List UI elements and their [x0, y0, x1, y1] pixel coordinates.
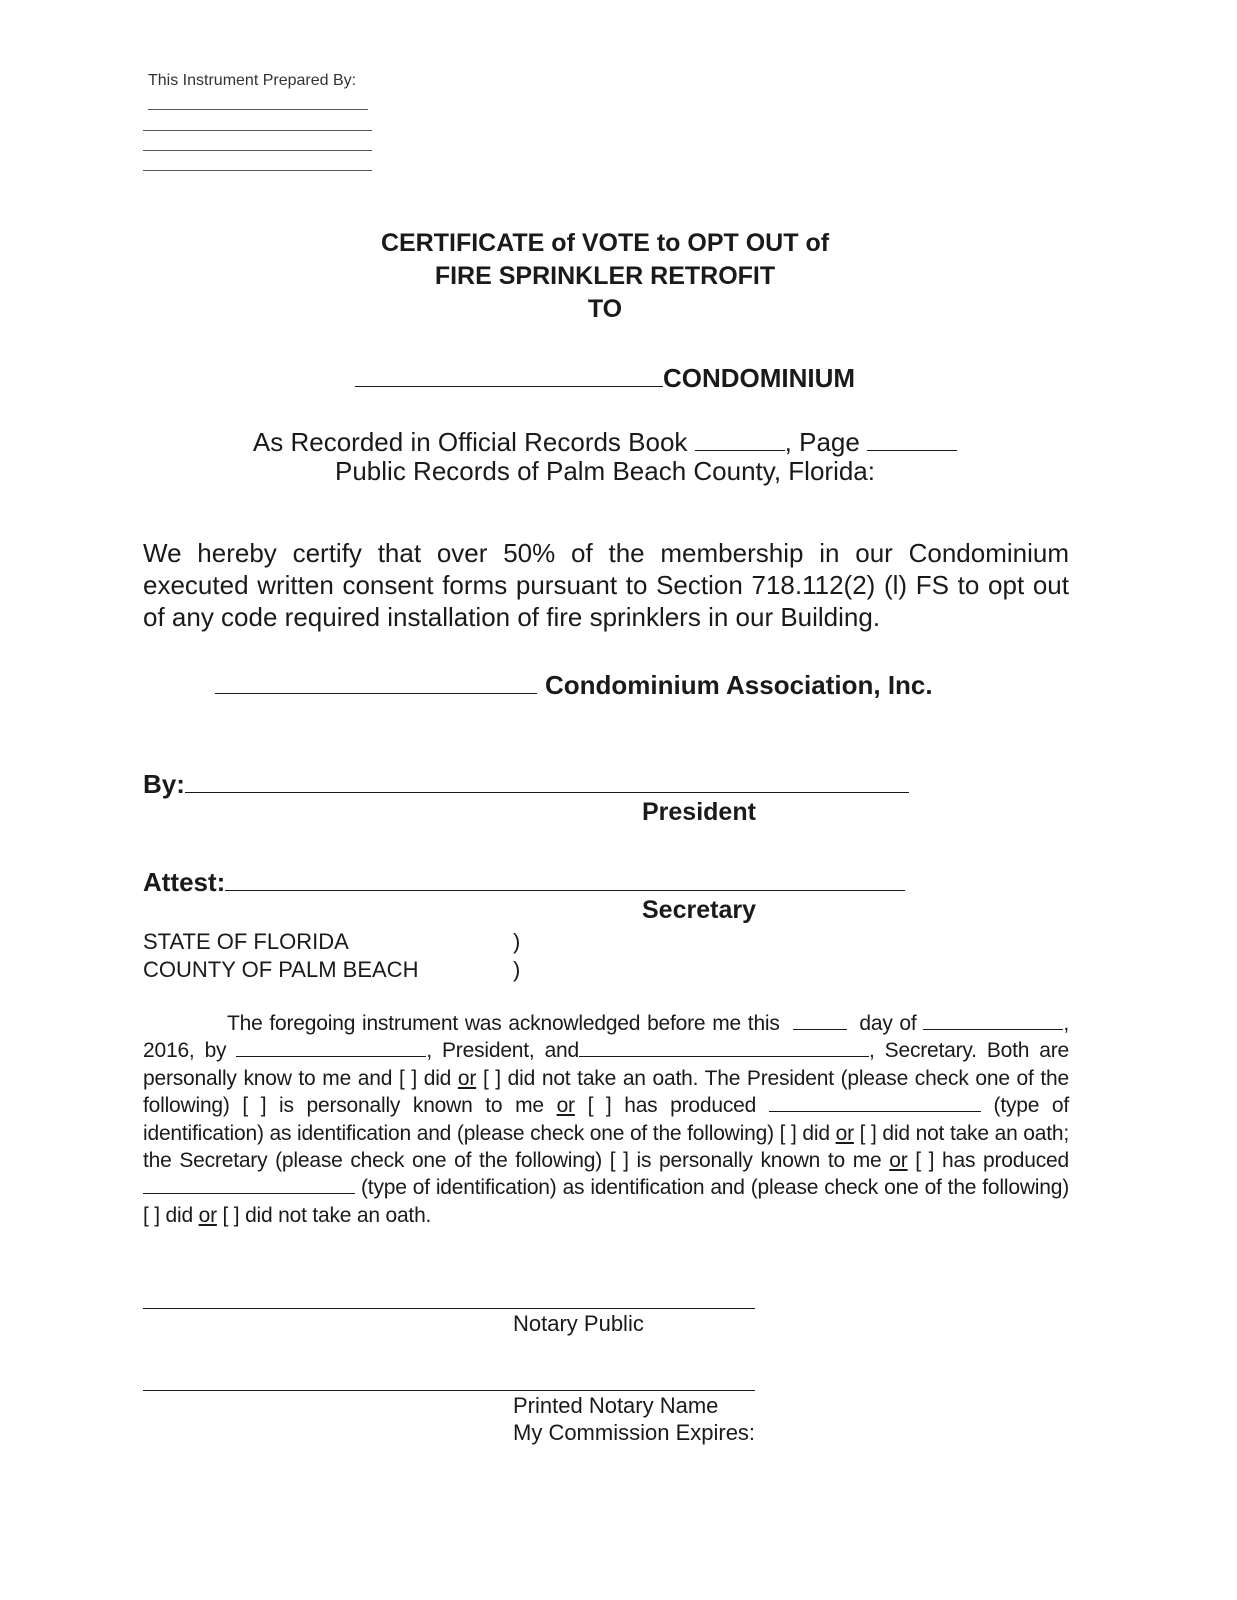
records-book-label: As Recorded in Official Records Book [252, 427, 688, 457]
commission-expires-label: My Commission Expires: [513, 1420, 756, 1445]
by-label: By: [143, 769, 185, 799]
condominium-name-line [0, 360, 1210, 394]
ack-president-name-blank[interactable] [236, 1038, 426, 1057]
ack-text-5: , Secretary. Both are personally know to me and [ ] did [143, 1039, 1069, 1090]
secretary-signature-blank[interactable] [225, 864, 905, 891]
prepared-by-label: This Instrument Prepared By: [148, 72, 357, 89]
ack-secretary-name-blank[interactable] [579, 1038, 869, 1057]
notary-printed-name-line[interactable] [143, 1390, 755, 1391]
ack-text-2: day of [859, 1012, 917, 1035]
ack-text-6: [ ] did not take an oath. The President (please check one of the following) [ ] is personally known to me [143, 1066, 1070, 1118]
preparer-line-3[interactable] [143, 150, 372, 151]
preparer-line-1[interactable] [148, 109, 368, 110]
county-records-line: Public Records of Palm Beach County, Florida: [335, 456, 875, 486]
ack-text-10: [ ] has produced [915, 1149, 1070, 1173]
recorded-book-line [0, 424, 1210, 458]
venue-county-paren: ) [513, 957, 521, 982]
president-signature-blank[interactable] [185, 766, 909, 793]
printed-notary-name-label: Printed Notary Name [513, 1393, 719, 1418]
ack-month-blank[interactable] [923, 1011, 1063, 1030]
ack-president-id-blank[interactable] [769, 1093, 981, 1112]
ack-text-12: [ ] did not take an oath. [222, 1203, 432, 1227]
preparer-line-2[interactable] [143, 130, 372, 131]
ack-text-7: [ ] has produced [587, 1094, 757, 1118]
ack-secretary-id-blank[interactable] [143, 1175, 355, 1194]
ack-text-11: (type of identification) as identification and (please check one of the following) [ ] did [143, 1176, 1069, 1227]
ack-or-3: or [835, 1121, 854, 1145]
secretary-label: Secretary [642, 896, 756, 924]
association-label: Condominium Association, Inc. [545, 670, 933, 700]
title-line-1: CERTIFICATE of VOTE to OPT OUT of [380, 229, 830, 257]
preparer-line-4[interactable] [143, 170, 372, 171]
by-signature-line [143, 766, 909, 800]
venue-county: COUNTY OF PALM BEACH [143, 957, 419, 982]
page-number-blank[interactable] [867, 424, 957, 451]
association-name-blank[interactable] [215, 667, 537, 694]
ack-or-2: or [556, 1094, 575, 1118]
notary-public-label: Notary Public [513, 1311, 644, 1336]
ack-or-4: or [889, 1149, 908, 1173]
page-label: , Page [784, 427, 860, 457]
title-line-2: FIRE SPRINKLER RETROFIT [434, 262, 776, 290]
notary-signature-line[interactable] [143, 1308, 755, 1309]
venue-state-paren: ) [513, 929, 521, 954]
condominium-name-blank[interactable] [355, 360, 663, 387]
attest-signature-line [143, 864, 905, 898]
venue-state: STATE OF FLORIDA [143, 929, 349, 954]
certification-paragraph: We hereby certify that over 50% of the membership in our Condominium executed written consent forms pursuant to Section 718.112(2) (l) FS to opt out of any code required installation of fire sprinklers in our Building. [143, 538, 1069, 632]
ack-or-5: or [198, 1203, 217, 1227]
ack-text-1: The foregoing instrument was acknowledged before me this [227, 1012, 780, 1035]
president-label: President [642, 798, 756, 826]
book-number-blank[interactable] [695, 424, 785, 451]
ack-or-1: or [457, 1066, 477, 1090]
title-line-3: TO [587, 295, 623, 323]
ack-text-4: , President, and [426, 1039, 580, 1063]
ack-text-3: , 2016, by [143, 1012, 1070, 1063]
association-line [215, 667, 933, 701]
acknowledgment-paragraph [143, 1010, 1069, 1229]
ack-text-9: [ ] did not take an oath; the Secretary (please check one of the following) [ ] is personally known to me [143, 1121, 1070, 1173]
attest-label: Attest: [143, 867, 226, 897]
condominium-label: CONDOMINIUM [662, 363, 856, 393]
ack-text-8: (type of identification) as identification and (please check one of the following) [ ] did [143, 1094, 1070, 1145]
ack-day-blank[interactable] [793, 1011, 847, 1030]
